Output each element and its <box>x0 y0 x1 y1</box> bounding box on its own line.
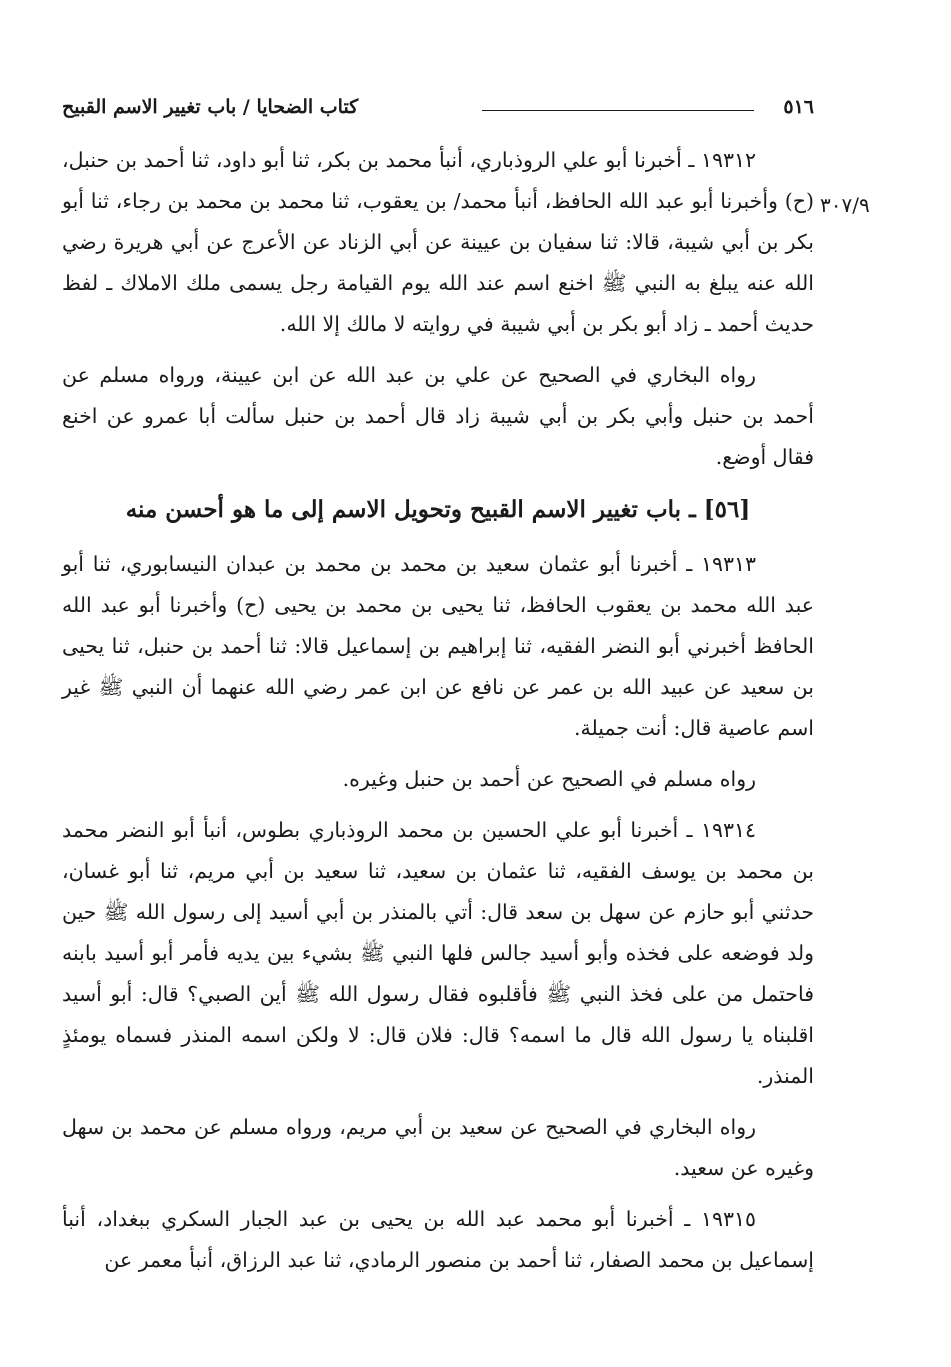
running-header <box>62 88 814 128</box>
hadith-19315: ١٩٣١٥ ـ أخبرنا أبو محمد عبد الله بن يحيى بن عبد الجبار السكري ببغداد، أنبأ إسماعيل بن محمد الصفار، ثنا أحمد بن منصور الرمادي، ثنا عبد الرزاق، أنبأ معمر عن <box>62 1207 814 1272</box>
page-number: ٥١٦ <box>783 96 814 118</box>
takhrij-19312: رواه البخاري في الصحيح عن علي بن عبد الله عن ابن عيينة، ورواه مسلم عن أحمد بن حنبل وأبي بكر بن أبي شيبة زاد قال أحمد بن حنبل سألت أبا عمرو عن اخنع فقال أوضع. <box>62 363 814 469</box>
running-title: كتاب الضحايا / باب تغيير الاسم القبيح <box>62 96 359 118</box>
main-text <box>62 140 814 1291</box>
takhrij-19314: رواه البخاري في الصحيح عن سعيد بن أبي مريم، ورواه مسلم عن محمد بن سهل وغيره عن سعيد. <box>62 1115 814 1180</box>
section-heading: [٥٦] ـ باب تغيير الاسم القبيح وتحويل الاسم إلى ما هو أحسن منه <box>125 496 751 523</box>
hadith-19314: ١٩٣١٤ ـ أخبرنا أبو علي الحسين بن محمد الروذباري بطوس، أنبأ أبو النضر محمد بن محمد بن يوسف الفقيه، ثنا عثمان بن سعيد، ثنا سعيد بن أبي مريم، ثنا أبو غسان، حدثني أبو حازم عن سهل بن سعد قال: أتي بالمنذر بن أبي أسيد إلى رسول الله ﷺ حين ولد فوضعه على فخذه وأبو أسيد جالس فلها النبي ﷺ بشيء بين يديه فأمر أبو أسيد بابنه فاحتمل من على فخذ النبي ﷺ فأقلبوه فقال رسول الله ﷺ أين الصبي؟ قال: أبو أسيد اقلبناه يا رسول الله قال ما اسمه؟ قال: فلان قال: لا ولكن اسمه المنذر فسماه يومئذٍ المنذر. <box>62 818 814 1088</box>
hadith-19312: ١٩٣١٢ ـ أخبرنا أبو علي الروذباري، أنبأ محمد بن بكر، ثنا أبو داود، ثنا أحمد بن حنبل، (ح) وأخبرنا أبو عبد الله الحافظ، أنبأ محمد/ بن يعقوب، ثنا محمد بن محمد بن رجاء، ثنا أبو بكر بن أبي شيبة، قالا: ثنا سفيان بن عيينة عن أبي الزناد عن الأعرج عن أبي هريرة رضي الله عنه يبلغ به النبي ﷺ اخنع اسم عند الله يوم القيامة رجل يسمى ملك الاملاك ـ لفظ حديث أحمد ـ زاد أبو بكر بن أبي شيبة في روايته لا مالك إلا الله. <box>62 148 814 336</box>
margin-reference: ٣٠٧/٩ <box>820 193 870 217</box>
takhrij-19313: رواه مسلم في الصحيح عن أحمد بن حنبل وغيره. <box>342 767 756 791</box>
header-rule <box>482 110 754 111</box>
hadith-19313: ١٩٣١٣ ـ أخبرنا أبو عثمان سعيد بن محمد بن محمد بن عبدان النيسابوري، ثنا أبو عبد الله محمد بن يعقوب الحافظ، ثنا يحيى بن محمد بن يحيى (ح) وأخبرنا أبو عبد الله الحافظ أخبرني أبو النضر الفقيه، ثنا إبراهيم بن إسماعيل قالا: ثنا أحمد بن حنبل، ثنا يحيى بن سعيد عن عبيد الله بن عمر عن نافع عن ابن عمر رضي الله عنهما أن النبي ﷺ غير اسم عاصية قال: أنت جميلة. <box>62 552 814 740</box>
